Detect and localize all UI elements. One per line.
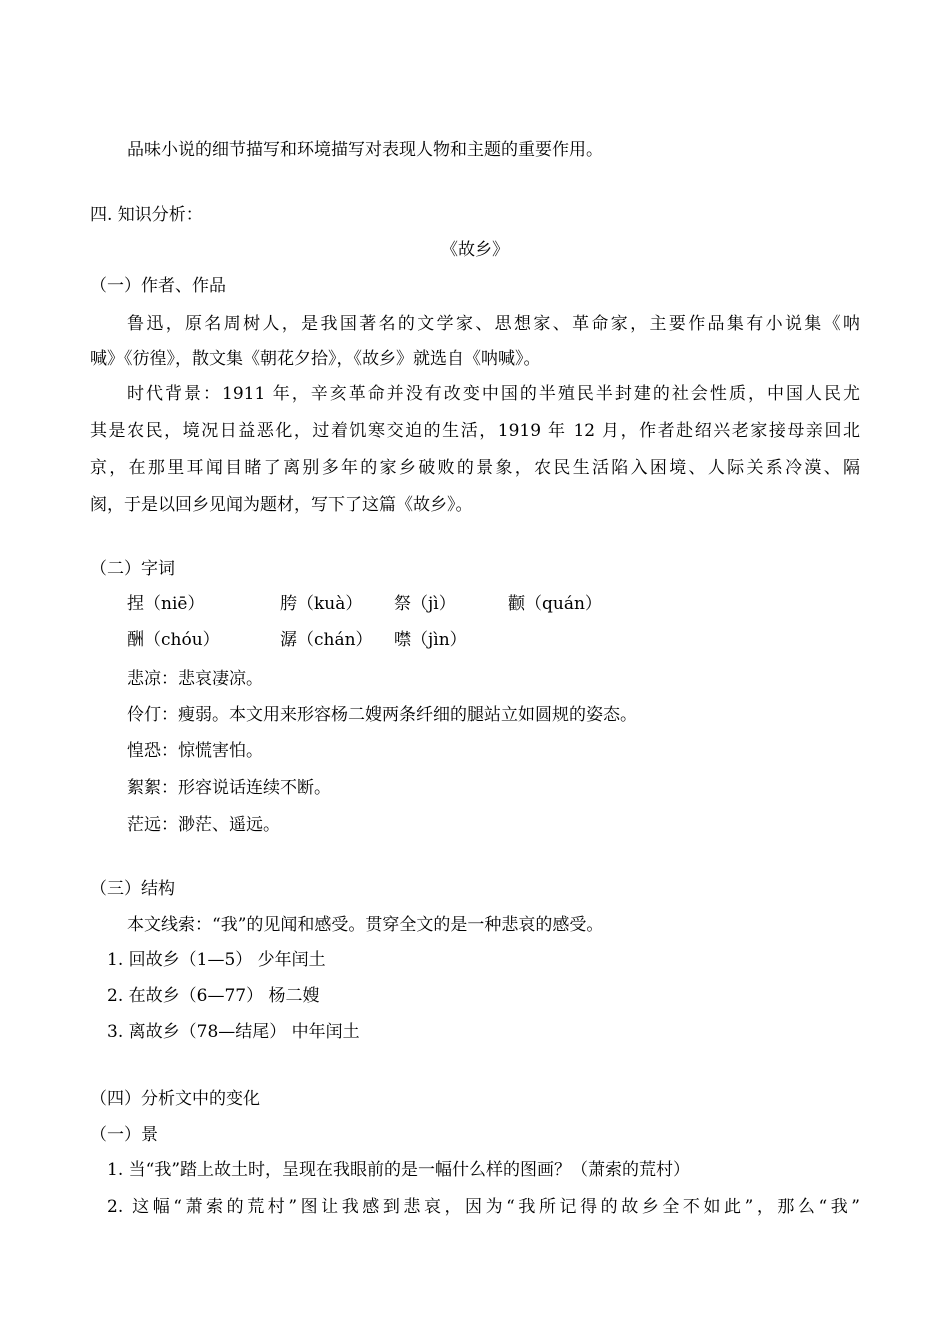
question-item: 1. 当“我”踏上故土时，呈现在我眼前的是一幅什么样的图画？（萧索的荒村） [107,1160,691,1180]
document-title: 《故乡》 [441,240,509,260]
pinyin-item: 颧（quán） [508,594,602,614]
background-paragraph-line: 阂，于是以回乡见闻为题材，写下了这篇《故乡》。 [90,495,473,515]
pinyin-item: 胯（kuà） [280,594,363,614]
pinyin-item: 噤（jìn） [394,630,467,650]
pinyin-item: 酬（chóu） [127,630,220,650]
definition-item: 茫远：渺茫、遥远。 [127,815,280,835]
definition-item: 絮絮：形容说话连续不断。 [127,778,331,798]
definition-item: 悲凉：悲哀凄凉。 [127,669,263,689]
background-paragraph-line: 时代背景：1911 年，辛亥革命并没有改变中国的半殖民半封建的社会性质，中国人民尤 [127,384,860,404]
structure-clue: 本文线索：“我”的见闻和感受。贯穿全文的是一种悲哀的感受。 [127,915,604,935]
author-paragraph-line: 鲁迅，原名周树人，是我国著名的文学家、思想家、革命家，主要作品集有小说集《呐 [127,314,860,334]
background-paragraph-line: 京，在那里耳闻目睹了离别多年的家乡破败的景象，农民生活陷入困境、人际关系冷漠、隔 [90,458,860,478]
heading-words: （二）字词 [90,559,175,579]
structure-item: 3. 离故乡（78—结尾） 中年闰土 [107,1022,360,1042]
pinyin-item: 捏（niē） [127,594,205,614]
section-heading-knowledge: 四. 知识分析： [90,205,203,225]
definition-item: 伶仃：瘦弱。本文用来形容杨二嫂两条纤细的腿站立如圆规的姿态。 [127,705,637,725]
question-item: 2. 这幅“萧索的荒村”图让我感到悲哀，因为“我所记得的故乡全不如此”，那么“我” [107,1197,860,1217]
objective-text: 品味小说的细节描写和环境描写对表现人物和主题的重要作用。 [127,140,603,160]
structure-item: 1. 回故乡（1—5） 少年闰土 [107,950,326,970]
heading-author: （一）作者、作品 [90,276,226,296]
heading-structure: （三）结构 [90,879,175,899]
background-paragraph-line: 其是农民，境况日益恶化，过着饥寒交迫的生活，1919 年 12 月，作者赴绍兴老家接母亲回北 [90,421,860,441]
author-paragraph-line: 喊》《彷徨》，散文集《朝花夕拾》，《故乡》就选自《呐喊》。 [90,349,541,369]
subheading-scenery: （一）景 [90,1125,158,1145]
structure-item: 2. 在故乡（6—77） 杨二嫂 [107,986,320,1006]
heading-changes: （四）分析文中的变化 [90,1089,260,1109]
definition-item: 惶恐：惊慌害怕。 [127,741,263,761]
pinyin-item: 潺（chán） [280,630,373,650]
pinyin-item: 祭（jì） [394,594,456,614]
